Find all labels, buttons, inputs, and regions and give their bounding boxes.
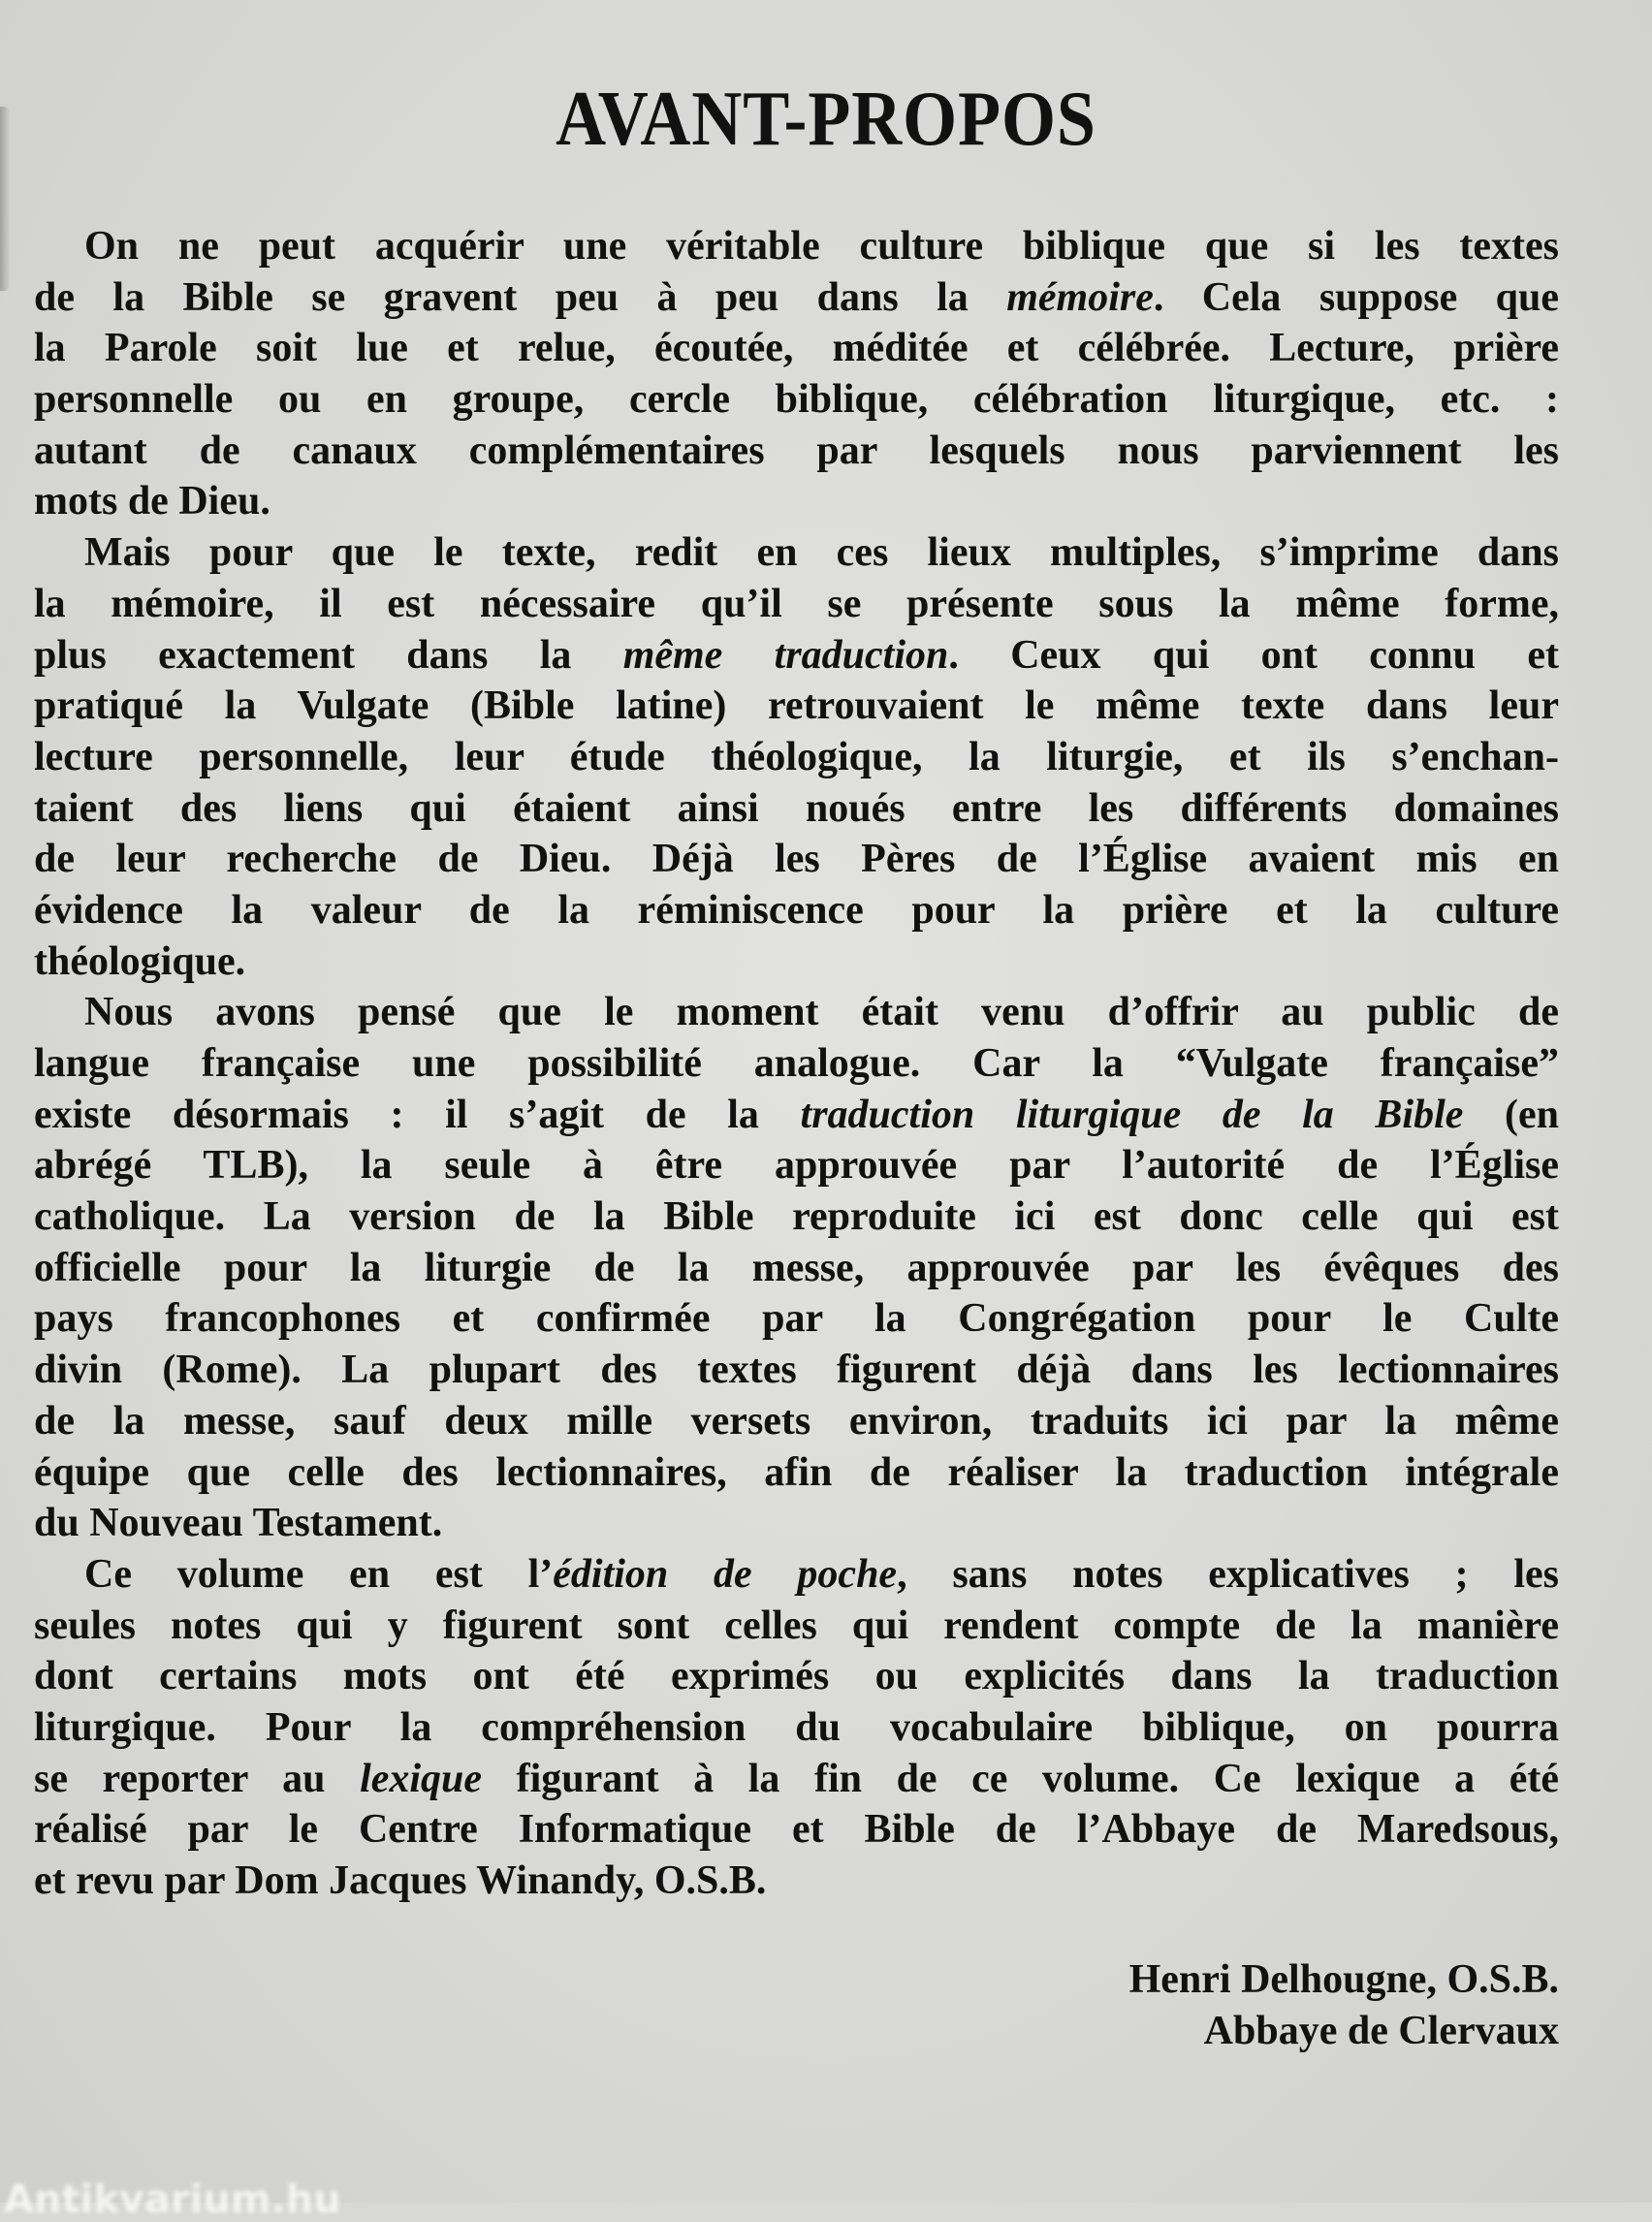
text-line xyxy=(34,1601,1559,1652)
text-segment: équipe que celle des lectionnaires, afin de réaliser la traduction intégrale xyxy=(34,1449,1559,1495)
text-segment: la mémoire, il est nécessaire qu’il se présente sous la même forme, xyxy=(34,581,1559,626)
text-segment: lecture personnelle, leur étude théologique, la liturgie, et ils s’enchan- xyxy=(34,734,1559,779)
text-segment: officielle pour la liturgie de la messe, approuvée par les évêques des xyxy=(34,1245,1559,1290)
text-line xyxy=(34,579,1559,630)
text-segment: taient des liens qui étaient ainsi noués entre les différents domaines xyxy=(34,785,1559,831)
watermark: Antikvarium.hu xyxy=(4,2177,341,2222)
text-segment: réalisé par le Centre Informatique et Bible de l’Abbaye de Maredsous, xyxy=(34,1807,1559,1853)
text-line xyxy=(34,1345,1559,1396)
text-line xyxy=(34,476,1559,527)
text-line xyxy=(34,1754,1559,1805)
text-segment: du Nouveau Testament. xyxy=(34,1501,443,1546)
text-line xyxy=(34,1856,1559,1907)
text-segment: Mais pour que le texte, redit en ces lieux multiples, s’imprime dans xyxy=(84,530,1559,576)
page-title: AVANT-PROPOS xyxy=(556,77,1096,162)
text-segment: plus exactement dans la xyxy=(34,632,623,678)
text-line xyxy=(34,1396,1559,1447)
text-segment: seules notes qui y figurent sont celles qui rendent compte de la manière xyxy=(34,1603,1559,1648)
text-line xyxy=(34,834,1559,885)
text-line xyxy=(34,681,1559,732)
paragraph xyxy=(34,1549,1559,1907)
text-segment: pratiqué la Vulgate (Bible latine) retrouvaient le même texte dans leur xyxy=(34,683,1559,729)
text-line xyxy=(34,987,1559,1038)
text-line xyxy=(34,1243,1559,1294)
italic-text: lexique xyxy=(360,1756,483,1801)
text-segment: mots de Dieu. xyxy=(34,479,270,524)
text-segment: la Parole soit lue et relue, écoutée, méditée et célébrée. Lecture, prière xyxy=(34,326,1559,371)
foreword-body xyxy=(34,221,1559,1907)
text-segment: de leur recherche de Dieu. Déjà les Pères de l’Église avaient mis en xyxy=(34,837,1559,882)
text-segment: pays francophones et confirmée par la Congrégation pour le Culte xyxy=(34,1296,1559,1342)
text-line xyxy=(34,885,1559,936)
text-line xyxy=(34,1804,1559,1856)
text-segment: existe désormais : il s’agit de la xyxy=(34,1092,801,1137)
text-segment: liturgique. Pour la compréhension du vocabulaire biblique, on pourra xyxy=(34,1704,1559,1750)
text-segment: personnelle ou en groupe, cercle biblique, célébration liturgique, etc. : xyxy=(34,377,1559,423)
text-line xyxy=(34,936,1559,988)
text-segment: se reporter au xyxy=(34,1756,361,1801)
text-line xyxy=(34,374,1559,426)
text-line xyxy=(34,1447,1559,1499)
text-segment: . Ceux qui ont connu et xyxy=(948,632,1559,678)
text-segment: . Cela suppose que xyxy=(1153,274,1559,320)
signature-place: Abbaye de Clervaux xyxy=(1203,2008,1559,2053)
text-line xyxy=(34,426,1559,477)
book-spine-shadow xyxy=(0,107,10,291)
text-segment: Nous avons pensé que le moment était venu d’offrir au public de xyxy=(84,990,1559,1035)
signature-name: Henri Delhougne, O.S.B. xyxy=(1128,1957,1559,2002)
text-line xyxy=(34,1293,1559,1345)
text-segment: figurant à la fin de ce volume. Ce lexique a été xyxy=(482,1756,1559,1801)
italic-text: édition de poche xyxy=(553,1551,898,1597)
text-segment: et revu par Dom Jacques Winandy, O.S.B. xyxy=(34,1858,767,1903)
signature-block xyxy=(1129,1954,1559,2056)
italic-text: mémoire xyxy=(1006,274,1154,320)
text-line xyxy=(34,1140,1559,1191)
text-line xyxy=(34,630,1559,682)
italic-text: même traduction xyxy=(622,632,949,678)
text-segment: Ce volume en est l’ xyxy=(84,1551,554,1597)
text-line xyxy=(34,732,1559,783)
text-segment: On ne peut acquérir une véritable culture biblique que si les textes xyxy=(84,224,1559,269)
text-line xyxy=(34,1191,1559,1243)
text-segment: de la Bible se gravent peu à peu dans la xyxy=(34,274,1007,320)
text-line xyxy=(34,1038,1559,1090)
text-segment: langue française une possibilité analogue. Car la “Vulgate française” xyxy=(34,1041,1559,1086)
text-line xyxy=(34,783,1559,835)
text-line xyxy=(34,1498,1559,1549)
text-line xyxy=(34,1651,1559,1702)
text-segment: théologique. xyxy=(34,938,246,984)
text-segment: (en xyxy=(1463,1092,1559,1137)
text-segment: catholique. La version de la Bible reproduite ici est donc celle qui est xyxy=(34,1194,1559,1240)
text-line xyxy=(34,527,1559,579)
text-segment: , sans notes explicatives ; les xyxy=(897,1551,1559,1597)
text-segment: divin (Rome). La plupart des textes figurent déjà dans les lectionnaires xyxy=(34,1348,1559,1393)
text-line xyxy=(34,1090,1559,1141)
text-line xyxy=(34,221,1559,272)
text-line xyxy=(34,323,1559,374)
paragraph xyxy=(34,221,1559,527)
text-line xyxy=(34,1549,1559,1601)
italic-text: traduction liturgique de la Bible xyxy=(800,1092,1464,1137)
text-segment: dont certains mots ont été exprimés ou explicités dans la traduction xyxy=(34,1654,1559,1699)
paragraph xyxy=(34,527,1559,987)
text-line xyxy=(34,1702,1559,1754)
text-segment: autant de canaux complémentaires par lesquels nous parviennent les xyxy=(34,428,1559,473)
text-segment: évidence la valeur de la réminiscence pour la prière et la culture xyxy=(34,887,1559,933)
text-segment: de la messe, sauf deux mille versets environ, traduits ici par la même xyxy=(34,1398,1559,1444)
text-segment: abrégé TLB), la seule à être approuvée par l’autorité de l’Église xyxy=(34,1143,1559,1189)
text-line xyxy=(34,272,1559,324)
paragraph xyxy=(34,987,1559,1549)
